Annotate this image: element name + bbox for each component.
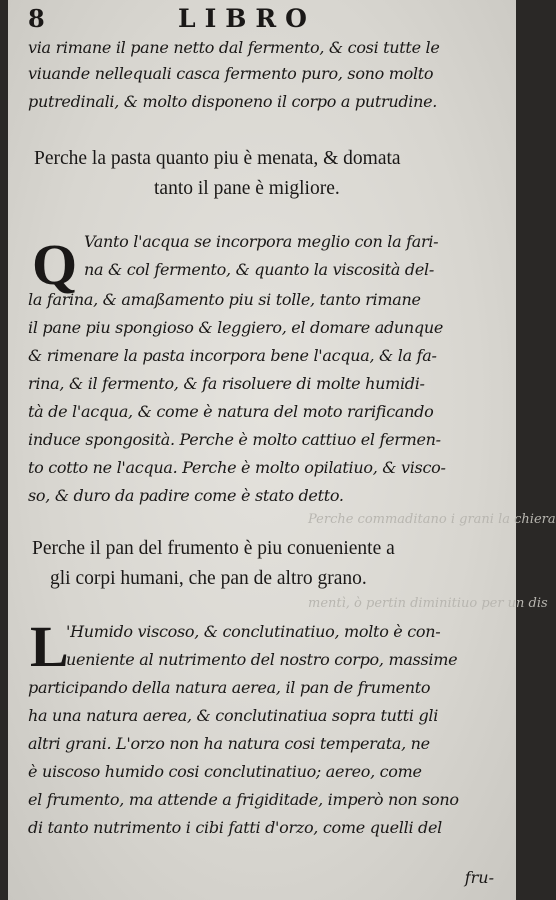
drop-cap: Q <box>32 232 78 297</box>
bleed-through-line: Perche commaditano i grani la chiera <box>308 512 556 527</box>
text-line: el frumento, ma attende a frigiditade, imperò non sono <box>28 790 459 809</box>
text-line: viuande nellequali casca fermento puro, sono molto <box>28 64 434 83</box>
text-line: di tanto nutrimento i cibi fatti d'orzo, come quelli del <box>28 818 442 837</box>
text-line: la farina, & amaßamento piu si tolle, tanto rimane <box>28 290 421 309</box>
text-line: è uiscoso humido cosi conclutinatiuo; aereo, come <box>28 762 422 781</box>
text-line: so, & duro da padire come è stato detto. <box>28 486 344 505</box>
section-heading-line: Perche il pan del frumento è piu conueniente a <box>32 538 395 559</box>
section-heading-line: tanto il pane è migliore. <box>154 178 340 199</box>
text-line: putredinali, & molto disponeno il corpo a putrudine. <box>28 92 438 111</box>
running-head: LIBRO <box>178 4 316 33</box>
text-line: ha una natura aerea, & conclutinatiua sopra tutti gli <box>28 706 439 725</box>
text-line: & rimenare la pasta incorpora bene l'acqua, & la fa- <box>28 346 437 365</box>
text-line: Vanto l'acqua se incorpora meglio con la fari- <box>84 232 439 251</box>
page-header <box>28 4 506 34</box>
section-heading-line: Perche la pasta quanto piu è menata, & domata <box>34 148 401 169</box>
section-heading-line: gli corpi humani, che pan de altro grano. <box>50 568 367 589</box>
page-number: 8 <box>28 4 45 33</box>
text-line: na & col fermento, & quanto la viscosità del- <box>84 260 434 279</box>
text-line: via rimane il pane netto dal fermento, & cosi tutte le <box>28 38 440 57</box>
text-line: participando della natura aerea, il pan de frumento <box>28 678 431 697</box>
text-line: tà de l'acqua, & come è natura del moto rarificando <box>28 402 434 421</box>
text-line: rina, & il fermento, & fa risoluere di molte humidi- <box>28 374 425 393</box>
book-page <box>8 0 556 900</box>
text-line: altri grani. L'orzo non ha natura cosi temperata, ne <box>28 734 430 753</box>
text-line: il pane piu spongioso & leggiero, el domare adunque <box>28 318 444 337</box>
drop-cap: L <box>30 614 69 679</box>
text-line: induce spongosità. Perche è molto cattiuo el fermen- <box>28 430 441 449</box>
catchword: fru- <box>464 868 494 887</box>
text-line: to cotto ne l'acqua. Perche è molto opilatiuo, & visco- <box>28 458 446 477</box>
bleed-through-line: mentì, ò pertin diminitiuo per un dis <box>308 596 548 611</box>
text-line: 'Humido viscoso, & conclutinatiuo, molto è con- <box>66 622 441 641</box>
text-line: ueniente al nutrimento del nostro corpo, massime <box>66 650 458 669</box>
